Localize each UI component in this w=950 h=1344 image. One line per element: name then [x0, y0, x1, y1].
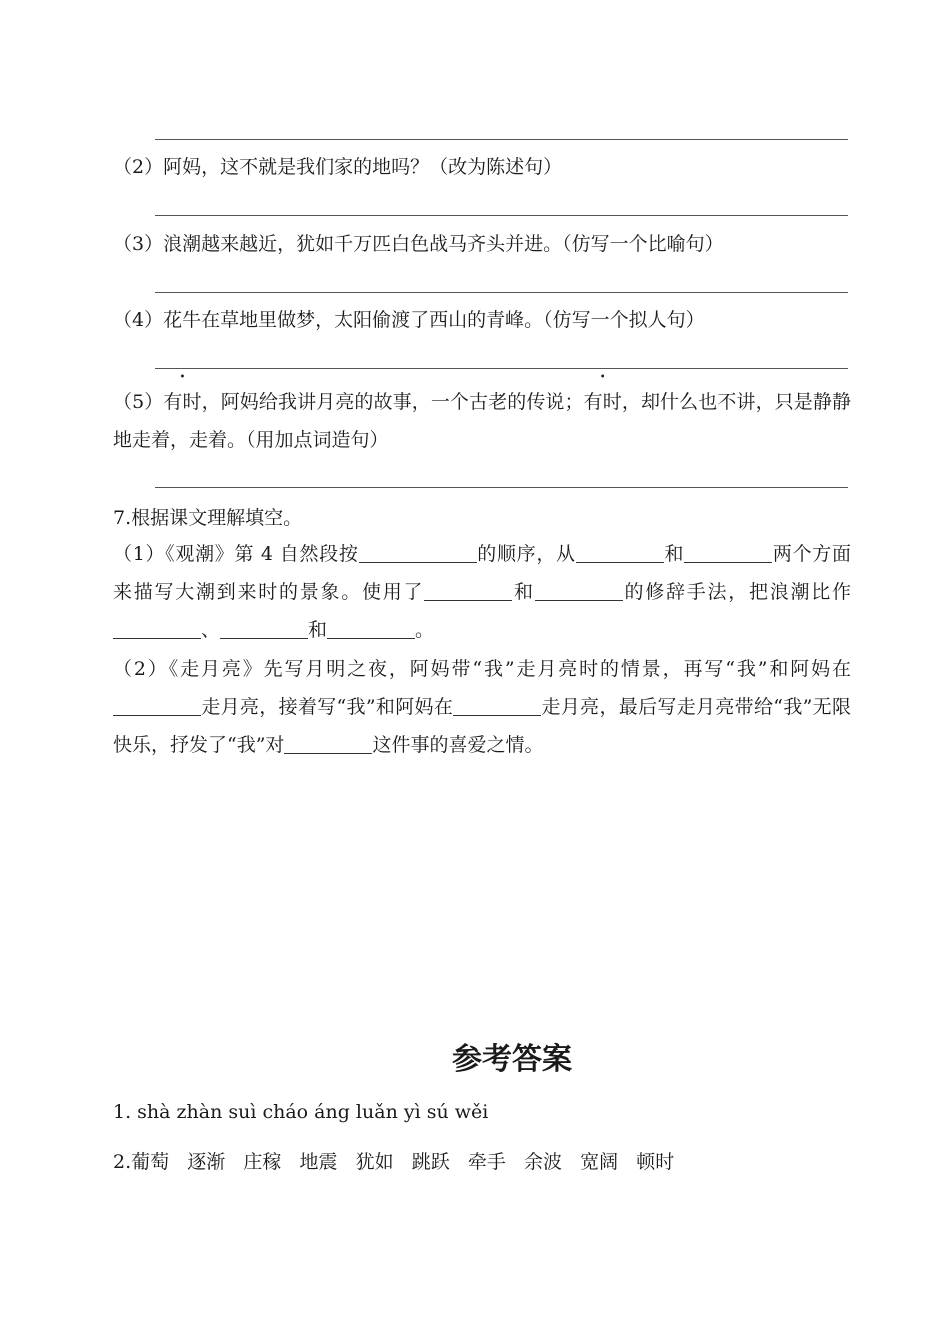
fill-blank[interactable]: [327, 618, 415, 639]
q6-item-5-suffix: ，却什么也不讲，只是静静地走着，走着。（用加点词造句）: [113, 391, 851, 451]
q6-item-5: [113, 383, 851, 459]
q7-2-text-b: 走月亮，接着写“我”和阿妈在: [201, 696, 454, 718]
q7-2-text-d: 这件事的喜爱之情。: [372, 734, 544, 756]
q6-item-2: （2）阿妈，这不就是我们家的地吗？（改为陈述句）: [113, 156, 563, 178]
q7-1-text-f: 的修辞手法，把浪潮比作: [622, 581, 851, 603]
q7-1-text-e: 和: [512, 581, 535, 603]
answer-line: [155, 487, 848, 488]
q7-1-text-c: 和: [663, 543, 685, 565]
answer-1: 1. shà zhàn suì cháo áng luǎn yì sú wěi: [113, 1101, 489, 1123]
q7-1-text-g: 、: [201, 619, 221, 641]
q6-item-5-prefix: （5）: [113, 391, 164, 413]
dotted-word-2: 有时: [583, 391, 622, 413]
answer-2: 2.葡萄 逐渐 庄稼 地震 犹如 跳跃 牵手 余波 宽阔 顿时: [113, 1151, 675, 1173]
dotted-word-1: 有时: [163, 391, 202, 413]
answer-line: [155, 292, 848, 293]
q7-1-text-i: 。: [415, 619, 435, 641]
fill-blank[interactable]: [424, 580, 512, 601]
q6-item-3: （3）浪潮越来越近，犹如千万匹白色战马齐头并进。（仿写一个比喻句）: [113, 233, 724, 255]
q7-2-text-a: （2）《走月亮》先写月明之夜，阿妈带“我”走月亮时的情景，再写“我”和阿妈在: [113, 658, 851, 680]
q7-item-1: [113, 535, 851, 649]
q7-1-text-b: 的顺序，从: [476, 543, 576, 565]
fill-blank[interactable]: [684, 542, 772, 563]
q7-item-2: [113, 650, 851, 764]
q6-item-4: （4）花牛在草地里做梦，太阳偷渡了西山的青峰。（仿写一个拟人句）: [113, 309, 705, 331]
answer-line: [155, 368, 848, 369]
answer-line: [155, 215, 848, 216]
q7-1-text-d: 两个方面来描写大潮到来时的景象。使用了: [113, 543, 851, 603]
q7-1-text-a: （1）《观潮》第 4 自然段按: [113, 543, 359, 565]
fill-blank[interactable]: [453, 695, 541, 716]
fill-blank[interactable]: [113, 618, 201, 639]
answer-line: [155, 139, 848, 140]
answer-key-title: 参考答案: [452, 1042, 572, 1077]
fill-blank[interactable]: [220, 618, 308, 639]
q7-2-text-c: 走月亮，最后写走月亮带给“我”无限快乐，抒发了“我”对: [113, 696, 851, 756]
q7-1-text-h: 和: [308, 619, 328, 641]
fill-blank[interactable]: [535, 580, 623, 601]
fill-blank[interactable]: [284, 733, 372, 754]
q7-heading: 7.根据课文理解填空。: [113, 507, 303, 529]
fill-blank[interactable]: [113, 695, 201, 716]
fill-blank[interactable]: [359, 542, 477, 563]
fill-blank[interactable]: [576, 542, 664, 563]
q6-item-5-mid: ，阿妈给我讲月亮的故事，一个古老的传说；: [201, 391, 584, 413]
